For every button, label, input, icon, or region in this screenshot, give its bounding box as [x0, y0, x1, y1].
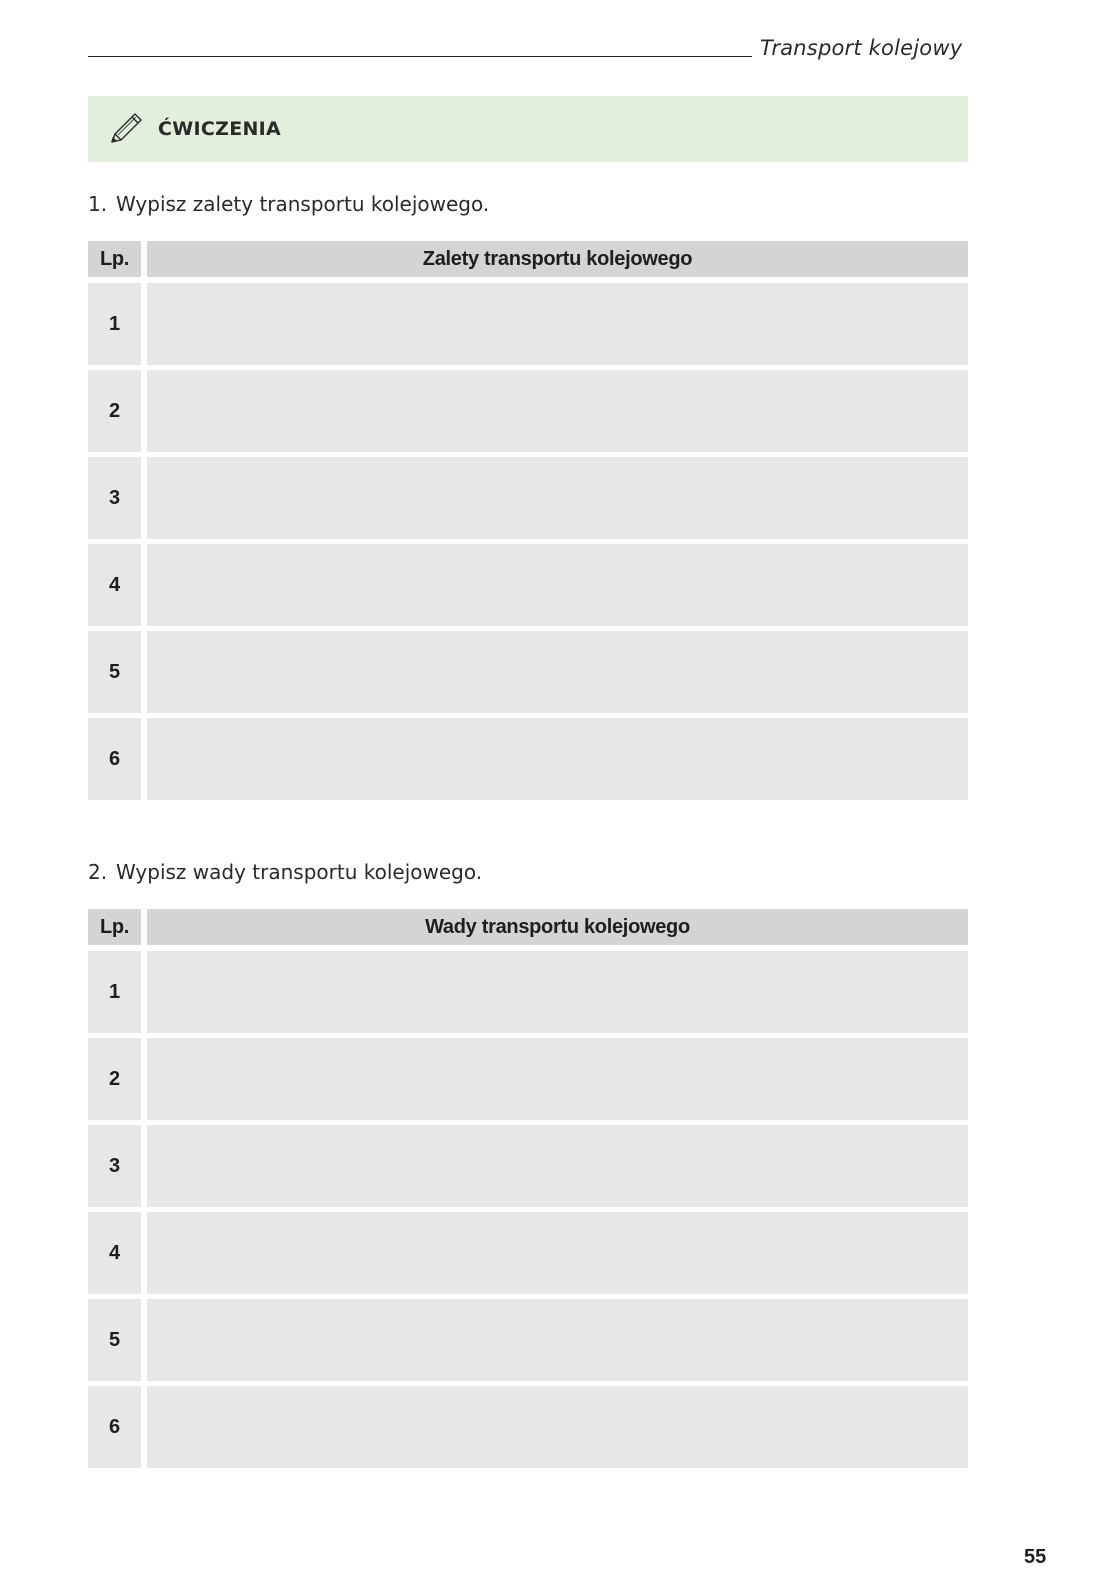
chapter-title: Transport kolejowy — [760, 36, 963, 60]
table-row — [88, 1386, 968, 1468]
row-number: 6 — [88, 1386, 141, 1468]
answer-cell[interactable] — [147, 1299, 968, 1381]
answer-cell[interactable] — [147, 457, 968, 539]
exercise-1-text: Wypisz zalety transportu kolejowego. — [116, 192, 490, 216]
row-number: 3 — [88, 457, 141, 539]
table-row — [88, 1125, 968, 1207]
exercise-2-number: 2. — [88, 860, 108, 884]
row-number: 4 — [88, 1212, 141, 1294]
row-number: 3 — [88, 1125, 141, 1207]
row-number: 2 — [88, 1038, 141, 1120]
exercise-1-prompt — [88, 192, 489, 216]
table-row — [88, 1299, 968, 1381]
answer-cell[interactable] — [147, 1038, 968, 1120]
disadvantages-table — [88, 909, 968, 1473]
row-number: 2 — [88, 370, 141, 452]
row-number: 5 — [88, 1299, 141, 1381]
table-row — [88, 631, 968, 713]
answer-cell[interactable] — [147, 1386, 968, 1468]
column-header-lp: Lp. — [88, 909, 141, 945]
answer-cell[interactable] — [147, 283, 968, 365]
banner-title: ĆWICZENIA — [158, 118, 282, 140]
answer-cell[interactable] — [147, 631, 968, 713]
exercise-2-prompt — [88, 860, 482, 884]
table-header — [88, 241, 968, 277]
column-header-lp: Lp. — [88, 241, 141, 277]
column-header-advantages: Zalety transportu kolejowego — [147, 241, 968, 277]
table-row — [88, 718, 968, 800]
row-number: 4 — [88, 544, 141, 626]
row-number: 6 — [88, 718, 141, 800]
table-row — [88, 1212, 968, 1294]
exercise-1-number: 1. — [88, 192, 108, 216]
answer-cell[interactable] — [147, 370, 968, 452]
answer-cell[interactable] — [147, 951, 968, 1033]
table-row — [88, 951, 968, 1033]
column-header-disadvantages: Wady transportu kolejowego — [147, 909, 968, 945]
table-header — [88, 909, 968, 945]
answer-cell[interactable] — [147, 1125, 968, 1207]
table-row — [88, 370, 968, 452]
answer-cell[interactable] — [147, 1212, 968, 1294]
exercise-2-text: Wypisz wady transportu kolejowego. — [116, 860, 483, 884]
header-rule — [88, 56, 752, 57]
answer-cell[interactable] — [147, 544, 968, 626]
row-number: 1 — [88, 283, 141, 365]
pencil-icon — [106, 109, 146, 149]
answer-cell[interactable] — [147, 718, 968, 800]
table-row — [88, 544, 968, 626]
table-row — [88, 283, 968, 365]
exercises-banner — [88, 96, 968, 162]
table-row — [88, 1038, 968, 1120]
table-row — [88, 457, 968, 539]
row-number: 5 — [88, 631, 141, 713]
advantages-table — [88, 241, 968, 805]
page-number: 55 — [1024, 1546, 1047, 1568]
row-number: 1 — [88, 951, 141, 1033]
